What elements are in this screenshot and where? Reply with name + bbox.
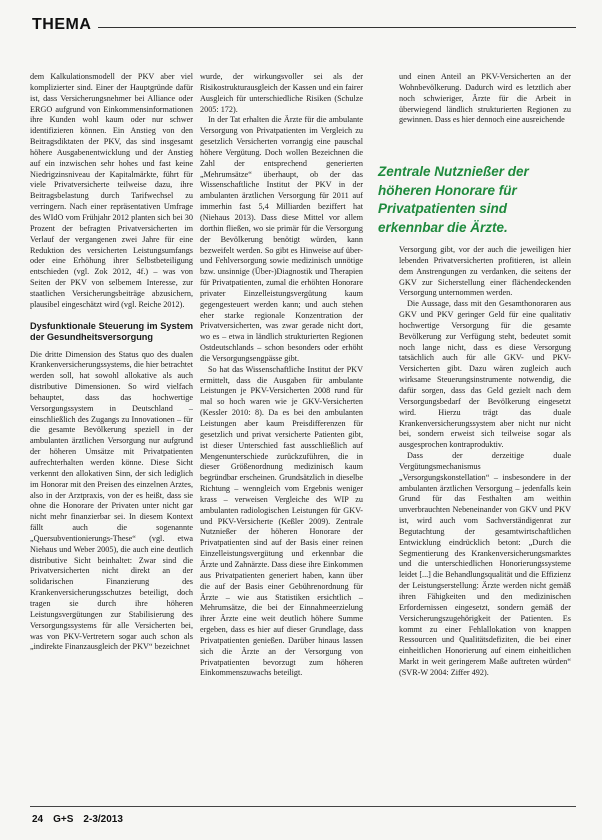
- header-rule: [98, 27, 576, 28]
- column-1: [30, 72, 193, 808]
- column-3-top: [399, 72, 571, 162]
- column-3-bottom: [399, 245, 571, 808]
- body-paragraph: dem Kalkulationsmodell der PKV aber viel komplizierter sind. Einer der Hauptgründe dafür ist, dass Versicherungsnehmer bei Alliance oder ERGO aufgrund von Einkommensinformationen ihre Kunden wohl kaum oder nur schwer identifizieren können. Ein Anstieg von den Beitragsdiktaten der PKV, das sind insgesamt höhere Ausgabenentwicklung und der Anstieg auf ein inzwischen sehr hohes und fast keine Niedrigzinsniveau der Kapitalmärkte, führt für viele Privatversicherte teilweise dazu, ihre Beitragsbelastung durch Tarifwechsel zu verringern. Nach einer repräsentativen Umfrage des WIdO vom Frühjahr 2012 planten sich bei 30 Prozent der befragten Privatversicherten im Verlauf der vergangenen zwei Jahre für eine Reduktion des versicherten Leistungsumfangs oder eine Erhöhung ihrer Selbstbeteiligung entschieden (vgl. Zok 2012, 4f.) – was von Seiten der PKV von selbemem Interesse, zur staatlichen Versicherungsbeiträge abzusichern, plausibel eingeschätzt wird (vgl. Reiche 2012).: [30, 72, 193, 309]
- section-subheading: Dysfunktionale Steuerung im System der Gesundheitsversorgung: [30, 320, 193, 343]
- footer-rule: [30, 806, 576, 807]
- page-footer: [32, 814, 123, 825]
- body-paragraph: Dass der derzeitige duale Vergütungsmechanismus „Versorgungskonstellation“ – insbesondere in der ambulanten ärztlichen Versorgung – jedenfalls kein Grund für das Festhalten am weithin unverbrauchten Nebeneinander von GKV und PKV ist, wird auch vom Sachverständigenrat zur Begutachtung der gesamtwirtschaftlichen Entwicklung eindrücklich betont: „Durch die Segmentierung des Krankenversicherungsmarktes und die unterschiedlichen Honorierungssysteme leidet [...] die Behandlungsqualität und die Effizienz der Leistungserstellung: Ärzte werden nicht gemäß ihren Fähigkeiten und den medizinischen Erfordernissen eingesetzt, sondern gemäß der Versicherungszugehörigkeit der Patienten. Es kommt zu einer Fehlallokation von knappen Ressourcen und Qualitätsdefiziten, die bei einer einheitlichen Honorierung auf einem einheitlichen Markt in weit geringerem Maße auftreten würden“ (SVR-W 2004: Ziffer 492).: [399, 451, 571, 677]
- body-paragraph: wurde, der wirkungsvoller sei als der Risikostrukturausgleich der Kassen und ein fairer Ausgleich für unterschiedliche Risiken (Schulze 2005: 172).: [200, 72, 363, 114]
- page-number: 24: [32, 814, 44, 825]
- body-paragraph: In der Tat erhalten die Ärzte für die ambulante Versorgung von Privatpatienten im Vergleich zu gesetzlich Versicherten vorrangig eine pauschal höhere Vergütung. Doch wollen Bezeichnen die Zahl der entsprechend generierten „Mehrumsätze“ überhaupt, ob der das Wissenschaftliche Institut der PKV in der ambulanten ärztlichen Versorgung für 2011 auf immerhin fast 5,4 Milliarden beziffert hat (Niehaus 2013). Dass diese Mittel vor allem dorthin fließen, wo sie primär für die Versorgung der Bevölkerung benötigt würden, kann bezweifelt werden. So gibt es Hinweise auf über- und Fehlversorgung sowie medizinisch unnötige bzw. unsinnige (Über-)Diagnostik und Therapien für Privatpatienten, zumal die erhöhten Honorare privater Einzelleistungsvergütung kaum gegengesteuert werden kann; und auch stehen eher starke regionale Konzentration der Privatversicherten, was zwar gerade nicht dort, wo es – etwa in ländlich strukturierten Regionen Ostdeutschlands – schon besonders oder erhöht die Versorgungsengpässe gibt.: [200, 115, 363, 363]
- body-paragraph: So hat das Wissenschaftliche Institut der PKV ermittelt, dass die Ausgaben für ambulante Leistungen je PKV-Versicherten 2008 rund für mal so hoch waren wie je GKV-Versicherten (Kessler 2010: 8). Da es bei den ambulanten Leistungen aber kaum Preisdifferenzen für gesetzlich und privat versicherte Patienten gibt, ist dieser Unterschied fast ausschließlich auf Mengenunterschiede zurückzuführen, die in dieser Größenordnung medizinisch kaum begründbar erscheinen. Grundsätzlich in dieselbe Richtung – wenngleich vom Ergebnis weniger krass – verweisen Vergleiche des WIP zu ambulanten radiologischen Leistungen für GKV- und PKV-Versicherte (Keßler 2009). Zentrale Nutznießer der höheren Honorare der Privatpatienten sind auf der Basis einer reinen Einzelleistungsvergütung und erkennbar die Ärzte und Zahnärzte. Dass diese ihre Einkommen aus Privatpatienten generiert haben, kann über die auf der Basis einer Gebührenordnung für Ärzte – wie aus Statistiken ersichtlich – Mehrumsätze, die bei der Einnahmeerzielung ihrer Ärzte eine weit deutlich höhere Summe ergeben, dass es hier auf dieser Grundlage, dass Privatpatienten genießen. Darüber hinaus lassen sich die Ärzte an der Versorgung von Privatpatienten bevorzugt zum höheren Einkommenszuwachs beteiligt.: [200, 364, 363, 678]
- column-2: [200, 72, 363, 808]
- body-paragraph: Die Aussage, dass mit den Gesamthonoraren aus GKV und PKV geringer Geld für eine qualitativ hochwertige Versorgung für die gesamte Bevölkerung zur Verfügung steht, bedeutet somit noch lange nicht, dass es diese Versorgung tatsächlich auch für alle GKV- und PKV-Versicherten gibt. Dazu wären zugleich auch wirksame Steuerungsinstrumente notwendig, die dafür sorgen, dass das Geld gezielt nach dem Versorgungsbedarf der Bevölkerung eingesetzt wird. Hierzu trägt das duale Krankenversicherungssystem aber nicht nur nicht bei, sondern erweist sich teilweise sogar als ausgesprochen kontraproduktiv.: [399, 299, 571, 450]
- body-paragraph: Die dritte Dimension des Status quo des dualen Krankenversicherungssystems, die hier betrachtet werden soll, hat sowohl allokative als auch distributive Dimensionen. So wird vielfach behauptet, dass das hochwertige Versorgungssystem in Deutschland – einschließlich des Zugangs zu Innovationen – für die gesamte Bevölkerung speziell in der ambulanten ärztlichen Versorgung nur aufgrund der höheren Umsätze mit Privatpatienten aufrechterhalten werden könne. Diese Sicht verkennt den allokativen Sinn, der sich lediglich im Honorar mit den Preisen des einzelnen Arztes, also in der Arztpraxis, von der es heißt, dass sie ohne die Honorare der Privaten unter nicht gar nicht mehr finanzierbar sei. In diesem Kontext fällt auch die sogenannte „Quersubventionierungs-These“ (vgl. etwa Niehaus und Weber 2005), die auch eine deutlich distributive Sicht beinhaltet: Zwar sind die Privatversicherten nicht direkt an der solidarischen Finanzierung des Krankenversicherungsschutzes beteiligt, doch tragen sie durch ihre höheren Leistungsvergütungen zur Stabilisierung des Versorgungssystems für alle Versicherten bei, was von PKV-Vertretern sogar auch schon als „indirekte Finanzausgleich der PKV“ bezeichnet: [30, 349, 193, 652]
- section-title: THEMA: [32, 16, 92, 33]
- issue-number: 2-3/2013: [83, 814, 123, 825]
- body-paragraph: Versorgung gibt, vor der auch die jeweiligen hier lebenden Privatversicherten profitieren, ist allein dem Anstrengungen zu verdanken, die seitens der GKV zur Sicherstellung einer flächendeckenden Versorgung unternommen werden.: [399, 245, 571, 298]
- body-paragraph: und einen Anteil an PKV-Versicherten an der Wohnbevölkerung. Dadurch wird es letztlich aber noch schwieriger, Ärzte für die Arbeit in überwiegend ländlich strukturierten Regionen zu gewinnen. Dass es hier dennoch eine ausreichende: [399, 72, 571, 125]
- journal-name: G+S: [53, 814, 74, 825]
- pull-quote: Zentrale Nutznießer der höheren Honorare für Privatpatienten sind erkennbar die Ärzte.: [378, 164, 529, 235]
